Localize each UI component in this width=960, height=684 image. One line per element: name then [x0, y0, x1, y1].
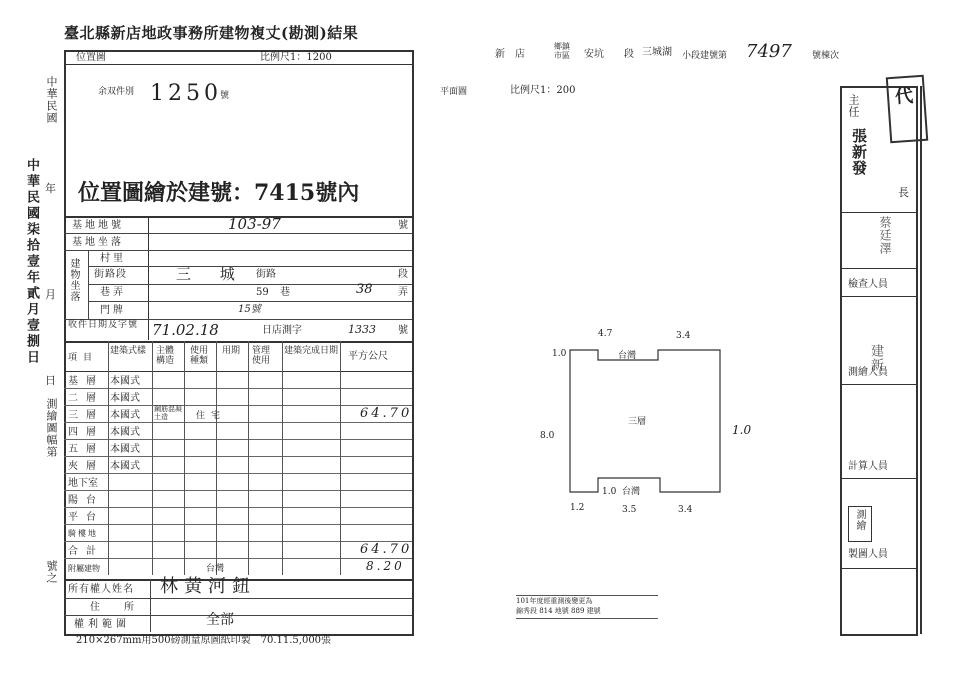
info-mid-receipt: 日店測字 — [262, 325, 302, 336]
margin-day: 日 — [45, 374, 56, 387]
floor-style: 本國式 — [110, 376, 140, 387]
floor-use: 住宅 — [196, 411, 227, 421]
dim-right: 1.0 — [732, 423, 752, 437]
table-header-line — [64, 371, 412, 372]
table-col-line — [152, 341, 153, 575]
extra-item: 地下室 — [68, 478, 98, 489]
dim-top-left: 4.7 — [598, 329, 613, 339]
table-col-line — [248, 341, 249, 575]
survey-number-label: 余双件別 — [98, 87, 135, 97]
extra-area: 64.70 — [360, 542, 413, 557]
table-header-date: 建築完成日期 — [284, 346, 339, 356]
floor-style: 本國式 — [110, 410, 140, 421]
table-header-style: 建築式樣 — [110, 346, 147, 356]
info-line-1 — [64, 233, 412, 234]
info-suffix-receipt: 號 — [398, 325, 408, 336]
sign-line-6 — [840, 568, 916, 569]
info-value-door: 15號 — [238, 304, 261, 315]
note-line-1: 101年度經重測後變更為 — [516, 597, 593, 605]
info-label-base: 基地坐落 — [72, 237, 124, 248]
note-line-2: 錦秀段 814 地號 889 建號 — [516, 607, 601, 615]
info-suffix-street: 段 — [398, 269, 408, 280]
margin-measure: 測繪圖幅第 — [45, 398, 58, 458]
extra-item: 附屬建物 — [68, 564, 100, 573]
plan-center: 三層 — [628, 417, 647, 427]
location-note: 位置圖繪於建號：7415號內 — [78, 180, 360, 206]
right-number: 7497 — [746, 41, 792, 62]
floor-item: 四層 — [68, 427, 104, 438]
floor-style: 本國式 — [110, 444, 140, 455]
info-value-street: 三 城 — [176, 265, 247, 283]
info-mid-street: 街路 — [256, 269, 276, 280]
document-title: 臺北縣新店地政事務所建物複丈(勘測)結果 — [64, 24, 359, 42]
owner-label: 所有權人姓名 — [68, 584, 134, 595]
floor-item: 夾層 — [68, 461, 104, 472]
info-label-receipt: 收件日期及字號 — [68, 320, 139, 330]
right-suffix: 號棟次 — [812, 51, 840, 61]
extra-area: 8.20 — [366, 559, 405, 573]
stamp-4-box — [848, 506, 872, 542]
floor-style: 本國式 — [110, 393, 140, 404]
table-header-structure: 主體構造 — [156, 346, 175, 366]
stamp-2: 蔡廷澤 — [878, 216, 892, 255]
extra-item: 騎樓地 — [68, 529, 98, 538]
sign-chief-title: 長 — [898, 186, 909, 199]
extra-note: 台灣 — [206, 564, 225, 574]
sign-line-3 — [840, 296, 916, 297]
sign-chief-name: 張新發 — [850, 128, 868, 176]
owner-line-1 — [64, 598, 412, 599]
floor-style: 本國式 — [110, 461, 140, 472]
info-label-village: 村里 — [100, 253, 126, 264]
sign-calc: 計算人員 — [848, 461, 888, 472]
info-value-lot: 103-97 — [228, 215, 281, 233]
sign-panel-divider — [920, 86, 922, 634]
floor-item: 五層 — [68, 444, 104, 455]
info-label-door: 門牌 — [100, 305, 126, 316]
table-header-use: 使用種類 — [190, 346, 209, 366]
table-col-line — [216, 341, 217, 575]
table-header-term: 用期 — [222, 346, 241, 356]
right-town: 新 店 — [495, 49, 525, 60]
table-header-item: 項目 — [68, 353, 99, 363]
table-row-line — [64, 507, 412, 508]
table-col-line — [184, 341, 185, 575]
info-mid-lane: 巷 — [280, 287, 290, 298]
extra-item: 合計 — [68, 546, 104, 557]
dim-top-right: 3.4 — [676, 331, 691, 341]
table-row-line — [64, 524, 412, 525]
table-row-line — [64, 422, 412, 423]
form-footer: 210×267mm用500磅測量原圖紙印製 70.11.5,000張 — [76, 635, 332, 646]
margin-num: 號之 — [45, 560, 58, 584]
table-col-line — [340, 341, 341, 575]
floor-item: 二層 — [68, 393, 104, 404]
info-line-5 — [88, 301, 412, 302]
info-value-receipt: 71.02.18 — [152, 321, 219, 339]
table-row-line — [64, 558, 412, 559]
location-map-label: 位置圖 — [76, 52, 106, 63]
owner-value: 林黃河鈕 — [160, 576, 256, 597]
sign-line-2 — [840, 268, 916, 269]
sign-line-4 — [840, 384, 916, 385]
extra-item: 陽台 — [68, 495, 104, 506]
sign-line-1 — [840, 212, 916, 213]
dim-left: 8.0 — [540, 431, 555, 441]
table-row-line — [64, 473, 412, 474]
dim-bottom-left: 1.2 — [570, 503, 585, 513]
margin-top-label: 中華民國 — [45, 76, 58, 124]
dim-bottom-inner: 1.0 — [602, 487, 617, 497]
floor-style: 本國式 — [110, 427, 140, 438]
table-row-line — [64, 456, 412, 457]
floor-structure: 鋼筋混凝土造 — [154, 405, 182, 421]
floor-item: 基層 — [68, 376, 104, 387]
address-label: 住所 — [90, 602, 158, 613]
sign-line-5 — [840, 478, 916, 479]
dim-bottom-right: 3.4 — [678, 505, 693, 515]
sign-chief: 主任 — [847, 94, 860, 118]
stamp-3: 建新 — [868, 344, 883, 372]
info-side-col — [88, 250, 89, 320]
header-row-line — [64, 64, 412, 65]
rights-value: 全部 — [206, 612, 234, 628]
margin-month: 月 — [45, 288, 56, 301]
survey-number-value: 1250 — [150, 81, 222, 106]
stamp-4: 測繪 — [854, 509, 865, 531]
info-value-lane: 59 — [256, 287, 269, 298]
info-label-lot: 基地地號 — [72, 220, 124, 231]
right-district: 鄉鎮市區 — [554, 42, 570, 60]
stamp-chief-text: 代 — [894, 85, 914, 108]
plan-scale: 比例尺1：200 — [510, 85, 576, 96]
location-scale: 比例尺1：1200 — [260, 52, 332, 63]
plan-label: 平面圖 — [440, 87, 468, 97]
info-line-2 — [64, 250, 412, 251]
table-row-line — [64, 388, 412, 389]
dim-bottom-mid: 3.5 — [622, 505, 637, 515]
right-duan: 段 — [624, 49, 634, 60]
table-col-line — [282, 341, 283, 575]
right-sub-label: 小段建號第 — [682, 51, 728, 61]
margin-date-vertical: 中華民國柒拾壹年貳月壹捌日 — [24, 158, 39, 366]
info-label-lane: 巷弄 — [100, 287, 126, 298]
table-header-manage: 管理使用 — [252, 346, 271, 366]
info-label-street: 街路段 — [94, 269, 127, 280]
owner-line-2 — [64, 615, 412, 616]
stamp-chief — [886, 75, 929, 143]
survey-number-suffix: 號 — [220, 91, 230, 101]
note-box — [516, 595, 658, 619]
table-col-line — [108, 341, 109, 575]
sign-survey: 測繪人員 — [848, 367, 888, 378]
info-label-col — [148, 216, 149, 340]
sign-check: 檢查人員 — [848, 279, 888, 290]
building-side-label: 建物坐落 — [68, 258, 79, 302]
table-row-line — [64, 439, 412, 440]
info-line-3 — [88, 266, 412, 267]
balcony-bottom: 台灣 — [622, 487, 641, 497]
floor-area: 64.70 — [360, 406, 413, 421]
balcony-top: 台灣 — [618, 351, 637, 361]
floor-plan-svg — [540, 320, 770, 520]
info-value2-receipt: 1333 — [348, 323, 376, 336]
info-value2-lane: 38 — [356, 282, 373, 297]
right-section: 安坑 — [584, 49, 604, 60]
info-suffix-lane: 弄 — [398, 287, 408, 298]
table-header-area: 平方公尺 — [348, 351, 388, 362]
extra-item: 平台 — [68, 512, 104, 523]
table-row-line — [64, 490, 412, 491]
rights-label: 權利範圍 — [74, 619, 130, 630]
dim-left-top: 1.0 — [552, 349, 567, 359]
right-subsection: 三城湖 — [642, 47, 672, 58]
floor-item: 三層 — [68, 410, 104, 421]
margin-year: 年 — [45, 182, 56, 195]
info-suffix-lot: 號 — [398, 220, 408, 231]
sign-draw: 製圖人員 — [848, 549, 888, 560]
